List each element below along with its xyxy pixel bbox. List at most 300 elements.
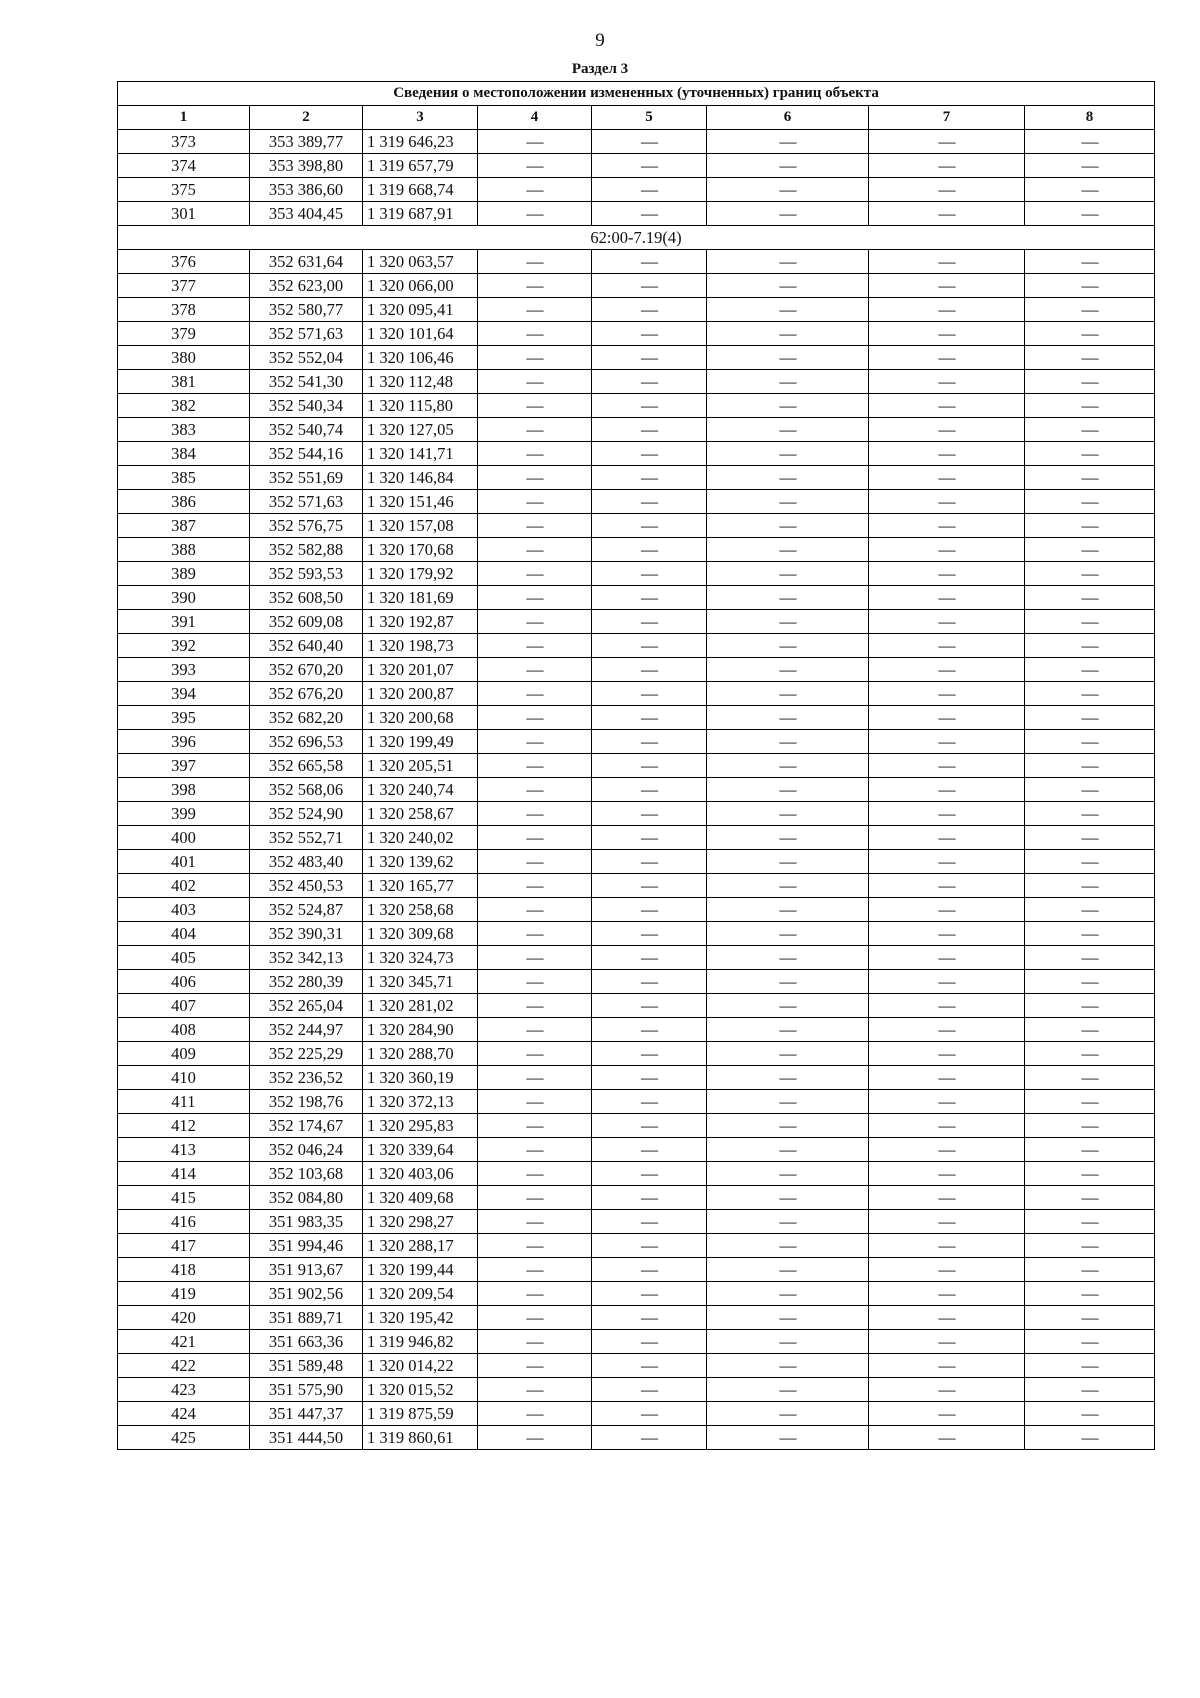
dash-cell: — xyxy=(592,946,707,970)
table-row xyxy=(118,514,1155,538)
dash-cell: — xyxy=(478,586,592,610)
point-number-cell: 391 xyxy=(118,610,250,634)
dash-cell: — xyxy=(1025,874,1155,898)
y-coordinate-cell: 1 320 295,83 xyxy=(363,1114,478,1138)
y-coordinate-cell: 1 319 875,59 xyxy=(363,1402,478,1426)
dash-cell: — xyxy=(1025,250,1155,274)
dash-cell: — xyxy=(707,322,869,346)
dash-cell: — xyxy=(869,418,1025,442)
y-coordinate-cell: 1 320 146,84 xyxy=(363,466,478,490)
x-coordinate-cell: 352 174,67 xyxy=(250,1114,363,1138)
x-coordinate-cell: 352 524,87 xyxy=(250,898,363,922)
y-coordinate-cell: 1 320 141,71 xyxy=(363,442,478,466)
dash-cell: — xyxy=(707,778,869,802)
dash-cell: — xyxy=(478,1282,592,1306)
dash-cell: — xyxy=(1025,1258,1155,1282)
dash-cell: — xyxy=(869,1258,1025,1282)
dash-cell: — xyxy=(478,634,592,658)
x-coordinate-cell: 353 398,80 xyxy=(250,154,363,178)
x-coordinate-cell: 352 552,04 xyxy=(250,346,363,370)
x-coordinate-cell: 352 541,30 xyxy=(250,370,363,394)
point-number-cell: 373 xyxy=(118,130,250,154)
dash-cell: — xyxy=(869,802,1025,826)
table-row xyxy=(118,1306,1155,1330)
dash-cell: — xyxy=(707,1042,869,1066)
dash-cell: — xyxy=(592,322,707,346)
table-row xyxy=(118,610,1155,634)
dash-cell: — xyxy=(707,418,869,442)
table-row xyxy=(118,370,1155,394)
x-coordinate-cell: 352 631,64 xyxy=(250,250,363,274)
table-row xyxy=(118,1162,1155,1186)
dash-cell: — xyxy=(478,418,592,442)
point-number-cell: 419 xyxy=(118,1282,250,1306)
dash-cell: — xyxy=(869,946,1025,970)
dash-cell: — xyxy=(592,1114,707,1138)
page-number: 9 xyxy=(595,30,605,51)
dash-cell: — xyxy=(869,754,1025,778)
dash-cell: — xyxy=(707,1282,869,1306)
point-number-cell: 410 xyxy=(118,1066,250,1090)
table-row xyxy=(118,874,1155,898)
point-number-cell: 421 xyxy=(118,1330,250,1354)
dash-cell: — xyxy=(478,1042,592,1066)
table-row xyxy=(118,586,1155,610)
column-header: 6 xyxy=(707,106,869,130)
point-number-cell: 402 xyxy=(118,874,250,898)
dash-cell: — xyxy=(592,1402,707,1426)
dash-cell: — xyxy=(592,730,707,754)
dash-cell: — xyxy=(707,1018,869,1042)
dash-cell: — xyxy=(707,730,869,754)
table-row xyxy=(118,178,1155,202)
dash-cell: — xyxy=(592,1354,707,1378)
dash-cell: — xyxy=(707,490,869,514)
dash-cell: — xyxy=(869,298,1025,322)
section-title: Раздел 3 xyxy=(571,61,629,77)
dash-cell: — xyxy=(869,1402,1025,1426)
dash-cell: — xyxy=(592,250,707,274)
dash-cell: — xyxy=(478,1114,592,1138)
x-coordinate-cell: 352 576,75 xyxy=(250,514,363,538)
table-row xyxy=(118,466,1155,490)
dash-cell: — xyxy=(1025,1186,1155,1210)
group-row xyxy=(118,226,1155,250)
table-row xyxy=(118,826,1155,850)
table-row xyxy=(118,1138,1155,1162)
x-coordinate-cell: 352 608,50 xyxy=(250,586,363,610)
dash-cell: — xyxy=(592,490,707,514)
dash-cell: — xyxy=(592,826,707,850)
y-coordinate-cell: 1 320 095,41 xyxy=(363,298,478,322)
x-coordinate-cell: 352 390,31 xyxy=(250,922,363,946)
dash-cell: — xyxy=(478,514,592,538)
dash-cell: — xyxy=(592,130,707,154)
dash-cell: — xyxy=(869,778,1025,802)
dash-cell: — xyxy=(592,394,707,418)
dash-cell: — xyxy=(478,754,592,778)
dash-cell: — xyxy=(869,586,1025,610)
dash-cell: — xyxy=(1025,346,1155,370)
dash-cell: — xyxy=(1025,1426,1155,1450)
dash-cell: — xyxy=(1025,394,1155,418)
dash-cell: — xyxy=(592,1234,707,1258)
dash-cell: — xyxy=(1025,1066,1155,1090)
point-number-cell: 374 xyxy=(118,154,250,178)
dash-cell: — xyxy=(707,1402,869,1426)
table-row xyxy=(118,802,1155,826)
dash-cell: — xyxy=(869,154,1025,178)
group-label: 62:00-7.19(4) xyxy=(118,226,1155,250)
x-coordinate-cell: 351 983,35 xyxy=(250,1210,363,1234)
dash-cell: — xyxy=(707,1378,869,1402)
dash-cell: — xyxy=(478,1306,592,1330)
dash-cell: — xyxy=(1025,154,1155,178)
dash-cell: — xyxy=(478,154,592,178)
dash-cell: — xyxy=(869,850,1025,874)
y-coordinate-cell: 1 320 151,46 xyxy=(363,490,478,514)
dash-cell: — xyxy=(1025,586,1155,610)
y-coordinate-cell: 1 320 170,68 xyxy=(363,538,478,562)
x-coordinate-cell: 352 450,53 xyxy=(250,874,363,898)
table-row xyxy=(118,946,1155,970)
x-coordinate-cell: 352 682,20 xyxy=(250,706,363,730)
y-coordinate-cell: 1 320 066,00 xyxy=(363,274,478,298)
dash-cell: — xyxy=(1025,826,1155,850)
dash-cell: — xyxy=(592,514,707,538)
point-number-cell: 409 xyxy=(118,1042,250,1066)
table-row xyxy=(118,322,1155,346)
dash-cell: — xyxy=(592,178,707,202)
dash-cell: — xyxy=(1025,562,1155,586)
column-header: 3 xyxy=(363,106,478,130)
dash-cell: — xyxy=(707,466,869,490)
dash-cell: — xyxy=(1025,1354,1155,1378)
y-coordinate-cell: 1 320 157,08 xyxy=(363,514,478,538)
point-number-cell: 385 xyxy=(118,466,250,490)
dash-cell: — xyxy=(592,682,707,706)
dash-cell: — xyxy=(707,634,869,658)
dash-cell: — xyxy=(869,1018,1025,1042)
dash-cell: — xyxy=(1025,658,1155,682)
point-number-cell: 424 xyxy=(118,1402,250,1426)
dash-cell: — xyxy=(707,1210,869,1234)
point-number-cell: 394 xyxy=(118,682,250,706)
y-coordinate-cell: 1 320 179,92 xyxy=(363,562,478,586)
x-coordinate-cell: 351 994,46 xyxy=(250,1234,363,1258)
dash-cell: — xyxy=(1025,1162,1155,1186)
dash-cell: — xyxy=(478,946,592,970)
point-number-cell: 390 xyxy=(118,586,250,610)
dash-cell: — xyxy=(869,394,1025,418)
dash-cell: — xyxy=(478,298,592,322)
dash-cell: — xyxy=(707,1306,869,1330)
dash-cell: — xyxy=(478,202,592,226)
dash-cell: — xyxy=(707,250,869,274)
table-row xyxy=(118,130,1155,154)
point-number-cell: 395 xyxy=(118,706,250,730)
dash-cell: — xyxy=(869,1378,1025,1402)
y-coordinate-cell: 1 320 345,71 xyxy=(363,970,478,994)
point-number-cell: 378 xyxy=(118,298,250,322)
point-number-cell: 377 xyxy=(118,274,250,298)
dash-cell: — xyxy=(869,490,1025,514)
dash-cell: — xyxy=(707,1090,869,1114)
dash-cell: — xyxy=(707,1330,869,1354)
dash-cell: — xyxy=(1025,682,1155,706)
x-coordinate-cell: 351 902,56 xyxy=(250,1282,363,1306)
table-row xyxy=(118,274,1155,298)
table-row xyxy=(118,634,1155,658)
dash-cell: — xyxy=(478,490,592,514)
dash-cell: — xyxy=(478,826,592,850)
dash-cell: — xyxy=(478,130,592,154)
point-number-cell: 376 xyxy=(118,250,250,274)
dash-cell: — xyxy=(478,778,592,802)
x-coordinate-cell: 353 389,77 xyxy=(250,130,363,154)
x-coordinate-cell: 351 447,37 xyxy=(250,1402,363,1426)
dash-cell: — xyxy=(869,202,1025,226)
dash-cell: — xyxy=(869,1330,1025,1354)
dash-cell: — xyxy=(869,1234,1025,1258)
table-row xyxy=(118,1042,1155,1066)
dash-cell: — xyxy=(707,850,869,874)
dash-cell: — xyxy=(592,274,707,298)
x-coordinate-cell: 352 640,40 xyxy=(250,634,363,658)
dash-cell: — xyxy=(869,1282,1025,1306)
point-number-cell: 400 xyxy=(118,826,250,850)
table-row xyxy=(118,898,1155,922)
dash-cell: — xyxy=(707,922,869,946)
point-number-cell: 379 xyxy=(118,322,250,346)
column-header: 4 xyxy=(478,106,592,130)
y-coordinate-cell: 1 320 200,68 xyxy=(363,706,478,730)
dash-cell: — xyxy=(869,250,1025,274)
y-coordinate-cell: 1 320 258,68 xyxy=(363,898,478,922)
dash-cell: — xyxy=(1025,1402,1155,1426)
point-number-cell: 404 xyxy=(118,922,250,946)
dash-cell: — xyxy=(707,1066,869,1090)
y-coordinate-cell: 1 320 015,52 xyxy=(363,1378,478,1402)
point-number-cell: 383 xyxy=(118,418,250,442)
column-header: 5 xyxy=(592,106,707,130)
dash-cell: — xyxy=(478,1402,592,1426)
dash-cell: — xyxy=(707,370,869,394)
y-coordinate-cell: 1 319 860,61 xyxy=(363,1426,478,1450)
dash-cell: — xyxy=(478,610,592,634)
dash-cell: — xyxy=(478,1162,592,1186)
point-number-cell: 420 xyxy=(118,1306,250,1330)
dash-cell: — xyxy=(478,970,592,994)
dash-cell: — xyxy=(707,754,869,778)
point-number-cell: 382 xyxy=(118,394,250,418)
table-row xyxy=(118,154,1155,178)
dash-cell: — xyxy=(869,346,1025,370)
dash-cell: — xyxy=(592,418,707,442)
dash-cell: — xyxy=(478,730,592,754)
dash-cell: — xyxy=(869,730,1025,754)
table-row xyxy=(118,538,1155,562)
y-coordinate-cell: 1 320 195,42 xyxy=(363,1306,478,1330)
dash-cell: — xyxy=(869,994,1025,1018)
x-coordinate-cell: 352 568,06 xyxy=(250,778,363,802)
dash-cell: — xyxy=(592,754,707,778)
table-row xyxy=(118,1426,1155,1450)
dash-cell: — xyxy=(869,370,1025,394)
point-number-cell: 418 xyxy=(118,1258,250,1282)
x-coordinate-cell: 352 593,53 xyxy=(250,562,363,586)
dash-cell: — xyxy=(592,1162,707,1186)
dash-cell: — xyxy=(1025,706,1155,730)
dash-cell: — xyxy=(707,586,869,610)
dash-cell: — xyxy=(707,202,869,226)
table-row xyxy=(118,250,1155,274)
dash-cell: — xyxy=(478,922,592,946)
dash-cell: — xyxy=(869,130,1025,154)
dash-cell: — xyxy=(707,394,869,418)
dash-cell: — xyxy=(1025,1018,1155,1042)
dash-cell: — xyxy=(592,874,707,898)
dash-cell: — xyxy=(592,922,707,946)
point-number-cell: 412 xyxy=(118,1114,250,1138)
x-coordinate-cell: 352 552,71 xyxy=(250,826,363,850)
y-coordinate-cell: 1 320 199,49 xyxy=(363,730,478,754)
x-coordinate-cell: 353 404,45 xyxy=(250,202,363,226)
table-row xyxy=(118,1114,1155,1138)
point-number-cell: 401 xyxy=(118,850,250,874)
dash-cell: — xyxy=(869,922,1025,946)
dash-cell: — xyxy=(592,538,707,562)
y-coordinate-cell: 1 320 198,73 xyxy=(363,634,478,658)
dash-cell: — xyxy=(592,1258,707,1282)
dash-cell: — xyxy=(707,682,869,706)
x-coordinate-cell: 352 483,40 xyxy=(250,850,363,874)
dash-cell: — xyxy=(1025,778,1155,802)
dash-cell: — xyxy=(869,1186,1025,1210)
dash-cell: — xyxy=(1025,130,1155,154)
dash-cell: — xyxy=(1025,1282,1155,1306)
dash-cell: — xyxy=(1025,1378,1155,1402)
dash-cell: — xyxy=(707,874,869,898)
dash-cell: — xyxy=(592,850,707,874)
table-row xyxy=(118,1402,1155,1426)
table-row xyxy=(118,850,1155,874)
dash-cell: — xyxy=(592,898,707,922)
dash-cell: — xyxy=(592,442,707,466)
point-number-cell: 403 xyxy=(118,898,250,922)
dash-cell: — xyxy=(707,610,869,634)
dash-cell: — xyxy=(592,802,707,826)
table-row xyxy=(118,394,1155,418)
column-header: 2 xyxy=(250,106,363,130)
dash-cell: — xyxy=(478,1018,592,1042)
dash-cell: — xyxy=(707,1114,869,1138)
dash-cell: — xyxy=(478,370,592,394)
x-coordinate-cell: 352 540,34 xyxy=(250,394,363,418)
dash-cell: — xyxy=(869,538,1025,562)
table-body xyxy=(118,130,1155,1450)
dash-cell: — xyxy=(592,1378,707,1402)
dash-cell: — xyxy=(478,322,592,346)
point-number-cell: 411 xyxy=(118,1090,250,1114)
dash-cell: — xyxy=(1025,1042,1155,1066)
dash-cell: — xyxy=(869,562,1025,586)
point-number-cell: 407 xyxy=(118,994,250,1018)
y-coordinate-cell: 1 320 288,17 xyxy=(363,1234,478,1258)
y-coordinate-cell: 1 320 288,70 xyxy=(363,1042,478,1066)
dash-cell: — xyxy=(1025,970,1155,994)
dash-cell: — xyxy=(592,634,707,658)
point-number-cell: 386 xyxy=(118,490,250,514)
table-caption-row xyxy=(118,82,1155,106)
point-number-cell: 408 xyxy=(118,1018,250,1042)
dash-cell: — xyxy=(707,658,869,682)
point-number-cell: 388 xyxy=(118,538,250,562)
table-row xyxy=(118,490,1155,514)
point-number-cell: 301 xyxy=(118,202,250,226)
dash-cell: — xyxy=(478,658,592,682)
x-coordinate-cell: 352 571,63 xyxy=(250,322,363,346)
y-coordinate-cell: 1 320 209,54 xyxy=(363,1282,478,1306)
x-coordinate-cell: 352 342,13 xyxy=(250,946,363,970)
dash-cell: — xyxy=(707,994,869,1018)
dash-cell: — xyxy=(478,1234,592,1258)
dash-cell: — xyxy=(707,514,869,538)
dash-cell: — xyxy=(707,346,869,370)
dash-cell: — xyxy=(478,994,592,1018)
dash-cell: — xyxy=(592,994,707,1018)
dash-cell: — xyxy=(869,1306,1025,1330)
column-header: 7 xyxy=(869,106,1025,130)
dash-cell: — xyxy=(592,154,707,178)
dash-cell: — xyxy=(1025,466,1155,490)
point-number-cell: 381 xyxy=(118,370,250,394)
table-row xyxy=(118,1330,1155,1354)
y-coordinate-cell: 1 320 192,87 xyxy=(363,610,478,634)
y-coordinate-cell: 1 319 946,82 xyxy=(363,1330,478,1354)
x-coordinate-cell: 352 609,08 xyxy=(250,610,363,634)
dash-cell: — xyxy=(1025,202,1155,226)
x-coordinate-cell: 351 889,71 xyxy=(250,1306,363,1330)
table-row xyxy=(118,706,1155,730)
dash-cell: — xyxy=(478,802,592,826)
x-coordinate-cell: 351 575,90 xyxy=(250,1378,363,1402)
y-coordinate-cell: 1 320 199,44 xyxy=(363,1258,478,1282)
y-coordinate-cell: 1 320 139,62 xyxy=(363,850,478,874)
dash-cell: — xyxy=(869,898,1025,922)
dash-cell: — xyxy=(478,1378,592,1402)
dash-cell: — xyxy=(707,970,869,994)
table-row xyxy=(118,442,1155,466)
table-row xyxy=(118,1282,1155,1306)
dash-cell: — xyxy=(592,586,707,610)
table-row xyxy=(118,1210,1155,1234)
y-coordinate-cell: 1 320 200,87 xyxy=(363,682,478,706)
x-coordinate-cell: 352 236,52 xyxy=(250,1066,363,1090)
dash-cell: — xyxy=(707,1138,869,1162)
dash-cell: — xyxy=(592,1042,707,1066)
dash-cell: — xyxy=(707,562,869,586)
dash-cell: — xyxy=(1025,1138,1155,1162)
dash-cell: — xyxy=(478,250,592,274)
x-coordinate-cell: 352 280,39 xyxy=(250,970,363,994)
dash-cell: — xyxy=(592,370,707,394)
dash-cell: — xyxy=(707,442,869,466)
point-number-cell: 413 xyxy=(118,1138,250,1162)
dash-cell: — xyxy=(478,274,592,298)
dash-cell: — xyxy=(1025,850,1155,874)
dash-cell: — xyxy=(478,466,592,490)
